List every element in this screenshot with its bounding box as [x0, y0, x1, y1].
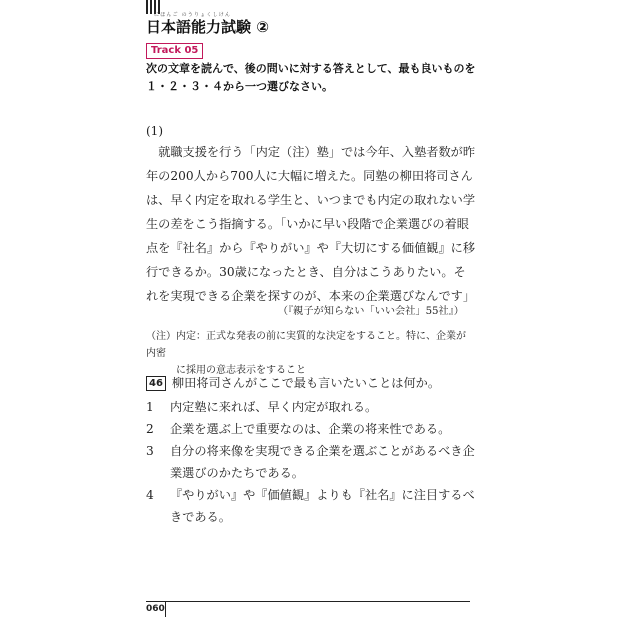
- source-citation: （『親子が知らない「いい会社」55社』）: [277, 306, 464, 317]
- footnote-line-1: （注）内定：正式な発表の前に実質的な決定をすること。特に、企業が内密: [146, 331, 466, 359]
- option-text: 『やりがい』や『価値観』よりも『社名』に注目するべきである。: [170, 488, 475, 524]
- answer-options: [146, 396, 476, 528]
- page-number: 060: [146, 604, 165, 614]
- page-title: 日本語能力試験 ②: [146, 18, 269, 36]
- answer-option: [146, 440, 476, 484]
- passage-number: (1): [146, 124, 163, 138]
- option-text: 企業を選ぶ上で重要なのは、企業の将来性である。: [170, 422, 451, 436]
- option-number: 3: [146, 444, 154, 458]
- option-number: 1: [146, 400, 154, 414]
- question-text: 柳田将司さんがここで最も言いたいことは何か。: [171, 376, 441, 390]
- question: [146, 373, 476, 393]
- title-furigana: にほんご のうりょくしけん: [154, 12, 232, 18]
- question-number-box: 46: [146, 376, 166, 391]
- answer-option: [146, 418, 476, 440]
- passage-text: 就職支援を行う「内定（注）塾」では今年、入塾者数が昨年の200人から700人に大幅に増えた。同塾の柳田将司さんは、早く内定を取れる学生と、いつまでも内定の取れない学生の差をこう指摘する。「いかに早い段階で企業選びの着眼点を『社名』から『やりがい』や『大切にする価値観』に移行できるか。30歳になったとき、自分はこうありたい。それを実現できる企業を探すのが、本来の企業選びなんです」: [146, 145, 476, 303]
- reading-passage: [146, 140, 476, 308]
- footer-divider: [165, 601, 166, 617]
- footnote: [146, 328, 472, 379]
- header: [146, 12, 269, 36]
- option-number: 4: [146, 488, 154, 502]
- option-text: 内定塾に来れば、早く内定が取れる。: [170, 400, 378, 414]
- option-text: 自分の将来像を実現できる企業を選ぶことがあるべき企業選びのかたちである。: [170, 444, 475, 480]
- instruction-text: 次の文章を読んで、後の問いに対する答えとして、最も良いものを１・２・３・４から一つ選びなさい。: [146, 62, 476, 93]
- footnote-line-2: に採用の意志表示をすること: [176, 365, 306, 376]
- track-badge: Track 05: [146, 43, 203, 59]
- answer-option: [146, 484, 476, 528]
- footer-rule: [146, 601, 470, 602]
- answer-option: [146, 396, 476, 418]
- option-number: 2: [146, 422, 154, 436]
